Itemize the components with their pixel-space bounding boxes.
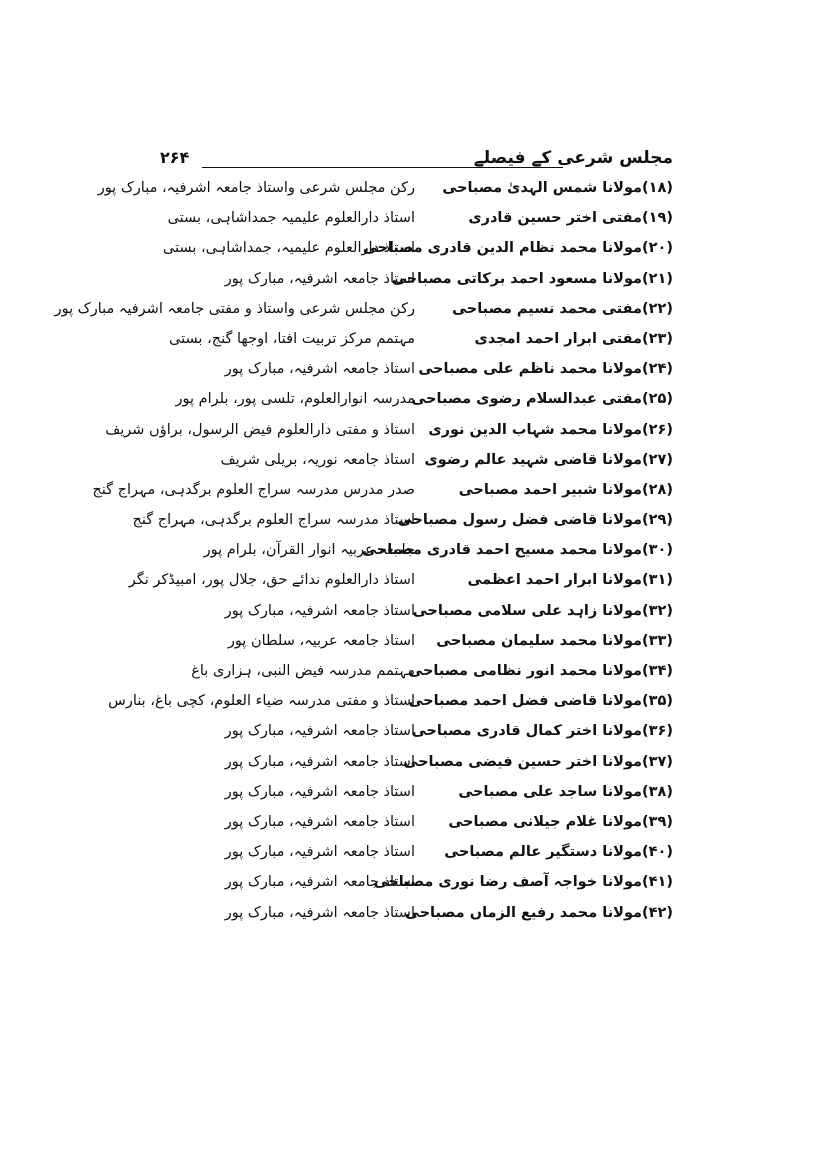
member-name: (۳۳)مولانا محمد سلیمان مصباحی — [436, 632, 673, 649]
member-position: استاذ و مفتی دارالعلوم فیض الرسول، براؤں شریف — [105, 421, 415, 438]
list-item — [92, 475, 673, 505]
member-position: استاذ جامعہ اشرفیہ، مبارک پور — [224, 844, 415, 861]
member-position: استاذ جامعہ اشرفیہ، مبارک پور — [224, 904, 415, 921]
list-item — [160, 596, 673, 626]
list-item — [160, 716, 673, 746]
member-name: (۲۷)مولانا قاضی شہید عالم رضوی — [424, 451, 673, 468]
member-position: رکن مجلس شرعی واستاذ و مفتی جامعہ اشرفیہ مبارک پور — [54, 300, 415, 317]
member-position: استاذ جامعہ اشرفیہ، مبارک پور — [224, 874, 415, 891]
member-position: استاذ جامعہ اشرفیہ، مبارک پور — [224, 602, 415, 619]
list-item — [160, 203, 673, 233]
list-item — [160, 233, 673, 263]
member-name: (۴۰)مولانا دستگیر عالم مصباحی — [444, 844, 673, 861]
list-item — [160, 264, 673, 294]
member-position: استاذ مدرسہ سراج العلوم برگدہی، مہراج گنج — [132, 512, 415, 529]
member-name: (۲۴)مولانا محمد ناظم علی مصباحی — [418, 361, 673, 378]
list-item — [128, 565, 673, 595]
list-item — [160, 898, 673, 928]
member-name: (۲۸)مولانا شبیر احمد مصباحی — [458, 481, 673, 498]
list-item — [160, 354, 673, 384]
list-item — [160, 837, 673, 867]
member-name: (۲۰)مولانا محمد نظام الدین قادری مصباحی — [362, 240, 673, 257]
list-item — [160, 867, 673, 897]
member-position: مہتمم مرکز تربیت افتا، اوجھا گنج، بستی — [169, 330, 415, 347]
list-item — [160, 807, 673, 837]
member-name: (۳۸)مولانا ساجد علی مصباحی — [458, 783, 673, 800]
running-header — [160, 146, 673, 174]
member-name: (۳۲)مولانا زاہد علی سلامی مصباحی — [412, 602, 673, 619]
list-item — [160, 324, 673, 354]
member-name: (۳۰)مولانا محمد مسیح احمد قادری مصباحی — [362, 542, 673, 559]
member-position: استاذ جامعہ عربیہ، سلطان پور — [227, 632, 415, 649]
member-position: استاذ جامعہ نوریہ، بریلی شریف — [220, 451, 415, 468]
running-title: مجلس شرعی کے فیصلے — [473, 148, 673, 168]
member-name: (۲۹)مولانا قاضی فضل رسول مصباحی — [397, 512, 673, 529]
list-item — [160, 384, 673, 414]
member-position: جامعہ عربیہ انوار القرآن، بلرام پور — [203, 542, 415, 559]
list-item — [54, 294, 673, 324]
member-name: (۲۱)مولانا مسعود احمد برکاتی مصباحی — [391, 270, 673, 287]
member-name: (۳۹)مولانا غلام جیلانی مصباحی — [448, 813, 673, 830]
list-item — [105, 415, 673, 445]
member-name: (۱۸)مولانا شمس الہدیٰ مصباحی — [442, 180, 673, 196]
page-number: ۲۶۴ — [160, 148, 190, 167]
member-name: (۳۴)مولانا محمد انور نظامی مصباحی — [408, 663, 673, 679]
list-item — [160, 445, 673, 475]
member-name: (۲۳)مفتی ابرار احمد امجدی — [474, 330, 673, 347]
list-item — [160, 747, 673, 777]
list-item — [97, 173, 673, 203]
member-name: (۲۵)مفتی عبدالسلام رضوی مصباحی — [411, 391, 673, 408]
list-item — [160, 626, 673, 656]
member-position: استاذ جامعہ اشرفیہ، مبارک پور — [224, 361, 415, 378]
member-position: استاذ جامعہ اشرفیہ، مبارک پور — [224, 723, 415, 740]
member-position: استاذ دارالعلوم ندائے حق، جلال پور، امبیڈکر نگر — [128, 572, 415, 589]
member-position: رکن مجلس شرعی واستاذ جامعہ اشرفیہ، مبارک پور — [97, 180, 415, 196]
member-position: استاذ جامعہ اشرفیہ، مبارک پور — [224, 783, 415, 800]
member-name: (۳۵)مولانا قاضی فضل احمد مصباحی — [408, 693, 673, 710]
member-name: (۳۶)مولانا اختر کمال قادری مصباحی — [411, 723, 673, 740]
member-position: استاذ جامعہ اشرفیہ، مبارک پور — [224, 270, 415, 287]
list-item — [160, 656, 673, 686]
member-position: صدر مدرس مدرسہ سراج العلوم برگدہی، مہراج گنج — [92, 481, 415, 498]
list-item — [132, 505, 673, 535]
member-name: (۳۷)مولانا اختر حسین فیضی مصباحی — [403, 753, 673, 770]
member-name: (۳۱)مولانا ابرار احمد اعظمی — [467, 572, 673, 589]
member-position: استاذ دارالعلوم علیمیہ جمداشاہی، بستی — [167, 210, 415, 227]
member-name: (۲۲)مفتی محمد نسیم مصباحی — [452, 300, 673, 317]
member-name: (۴۲)مولانا محمد رفیع الزماں مصباحی — [404, 904, 673, 921]
member-position: استاذ جامعہ اشرفیہ، مبارک پور — [224, 753, 415, 770]
member-name: (۲۶)مولانا محمد شہاب الدین نوری — [428, 421, 673, 438]
member-position: استاذ جامعہ اشرفیہ، مبارک پور — [224, 813, 415, 830]
member-position: مدرسہ انوارالعلوم، تلسی پور، بلرام پور — [175, 391, 415, 408]
member-position: استاذ و مفتی مدرسہ ضیاء العلوم، کچی باغ، بنارس — [108, 693, 415, 710]
member-name: (۴۱)مولانا خواجہ آصف رضا نوری مصباحی — [373, 874, 673, 891]
member-position: مہتمم مدرسہ فیض النبی، ہزاری باغ — [191, 663, 415, 679]
member-position: استاذ دارالعلوم علیمیہ، جمداشاہی، بستی — [162, 240, 415, 257]
member-name: (۱۹)مفتی اختر حسین قادری — [468, 210, 673, 227]
member-list — [54, 173, 673, 928]
header-rule — [202, 167, 563, 168]
list-item — [160, 535, 673, 565]
list-item — [160, 777, 673, 807]
list-item — [108, 686, 673, 716]
